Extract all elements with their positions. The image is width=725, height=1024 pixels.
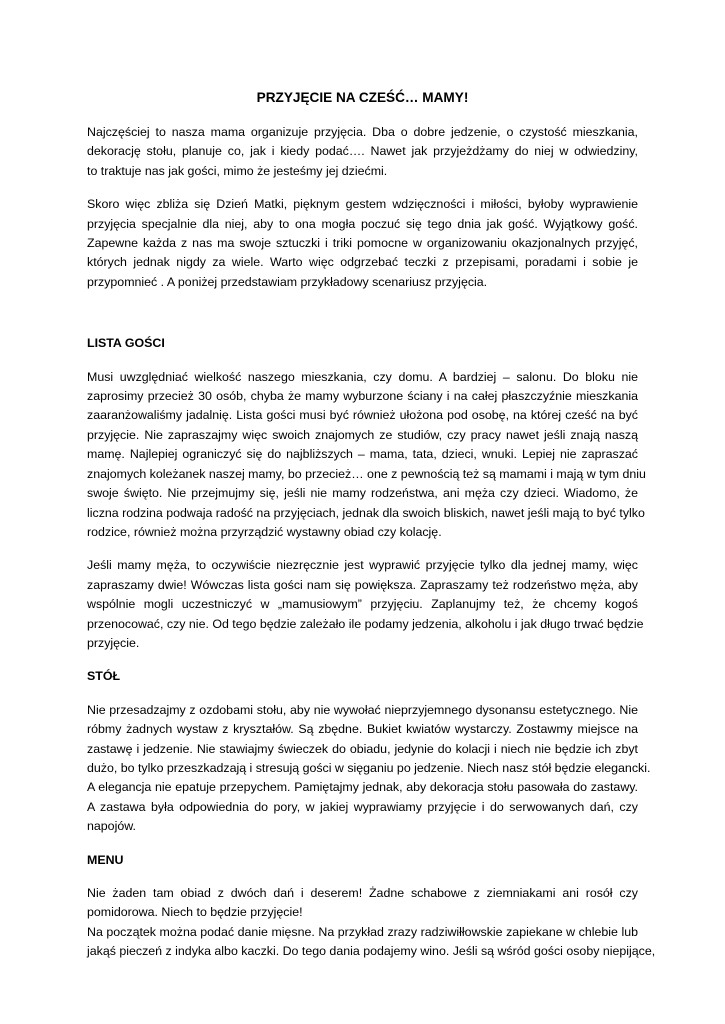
text-line: wspólnie mogli uczestniczyć w „mamusiowym” przyjęciu. Zaplanujmy też, że chcemy kogoś xyxy=(87,597,638,612)
text-line: zaprosimy przecież 30 osób, chyba że mamy wyburzone ściany i na całej płaszczyźnie mieszkania xyxy=(87,389,638,404)
document-content xyxy=(87,88,656,976)
text-line: zapraszamy dwie! Wówczas lista gości nam się powiększa. Zapraszamy też rodzeństwo męża, aby xyxy=(87,577,638,592)
blank-space xyxy=(87,306,638,334)
text-line: przypomnieć . A poniżej przedstawiam przykładowy scenariusz przyjęcia. xyxy=(87,274,488,289)
text-line: przyjęcie. xyxy=(87,635,140,650)
text-line: przenocować, czy nie. Od tego będzie zależało ile podamy jedzenia, alkoholu i jak długo trwać będzie xyxy=(87,616,644,631)
text-line: Zapewne każda z nas ma swoje sztuczki i triki pomocne w organizowaniu okazjonalnych przyjęć, xyxy=(87,236,638,251)
text-line: Jeśli mamy męża, to oczywiście niezręcznie jest wyprawić przyjęcie tylko dla jednej mamy, więc xyxy=(87,558,638,573)
text-line: których jednak nigdy za wiele. Warto więc odgrzebać teczki z przepisami, poradami i sobie je xyxy=(87,255,638,270)
text-line: napojów. xyxy=(87,819,136,834)
page-title: PRZYJĘCIE NA CZEŚĆ… MAMY! xyxy=(256,90,469,105)
text-line: liczna rodzina podwaja radość na przyjęciach, jednak dla swoich bliskich, nawet jeśli mają to być tylko xyxy=(87,505,645,520)
text-line: Na początek można podać danie mięsne. Na przykład zrazy radziwiłłowskie zapiekane w chlebie lub xyxy=(87,924,638,939)
menu-paragraph-1 xyxy=(87,884,656,962)
text-line: przyjęcia specjalnie dla niej, aby to ona mogła poczuć się tego dnia jak gość. Wyjątkowy gość. xyxy=(87,216,638,231)
text-line: swoje święto. Nie przejmujmy się, jeśli nie mamy rodzeństwa, ani męża czy dzieci. Wiadomo, że xyxy=(87,486,638,501)
text-line: znajomych koleżanek naszej mamy, bo przecież… one z pewnością też są mamami i mają w tym dniu xyxy=(87,466,646,481)
text-line: jakąś pieczeń z indyka albo kaczki. Do tego dania podajemy wino. Jeśli są wśród gości osoby niepijące, xyxy=(87,944,656,959)
section-heading-guest-list: LISTA GOŚCI xyxy=(87,336,165,351)
text-line: zastawę i jedzenie. Nie stawiajmy świeczek do obiadu, jedynie do kolacji i niech nie będzie ich zbyt xyxy=(87,741,638,756)
text-line: przyjęcie. Nie zapraszajmy więc swoich znajomych ze studiów, czy pracy nawet jeśli znają naszą xyxy=(87,427,638,442)
text-line: róbmy żadnych wystaw z kryształów. Są zbędne. Bukiet kwiatów wystarczy. Zostawmy miejsce na xyxy=(87,722,638,737)
text-line: rodzice, również można przyrządzić wystawny obiad czy kolację. xyxy=(87,524,442,539)
section-heading-table: STÓŁ xyxy=(87,669,121,684)
text-line: A elegancja nie epatuje przepychem. Pamiętajmy jednak, aby dekoracja stołu pasowała do zastawy. xyxy=(87,780,638,795)
text-line: zaaranżowaliśmy jadalnię. Lista gości musi być również ułożona pod osobę, na której cześć na być xyxy=(87,408,638,423)
text-line: Nie żaden tam obiad z dwóch dań i deserem! Żadne schabowe z ziemniakami ani rosół czy xyxy=(87,886,638,900)
text-line: dużo, bo tylko przeszkadzają i stresują gości w sięganiu po jedzenie. Niech nasz stół będzie elegancki. xyxy=(87,760,651,775)
text-line: Nie przesadzajmy z ozdobami stołu, aby nie wywołać nieprzyjemnego dysonansu estetycznego. Nie xyxy=(87,702,638,717)
text-line: mamę. Najlepiej ograniczyć się do najbliższych – mama, tata, dzieci, wnuki. Lepiej nie zapraszać xyxy=(87,447,638,462)
intro-paragraph-2 xyxy=(87,195,638,292)
text-line: pomidorowa. Niech to będzie przyjęcie! xyxy=(87,905,303,920)
guest-list-paragraph-2 xyxy=(87,556,644,653)
text-line: to traktuje nas jak gości, mimo że jesteśmy jej dziećmi. xyxy=(87,163,388,178)
table-paragraph-1 xyxy=(87,701,651,837)
text-line: A zastawa była odpowiednia do pory, w jakiej wyprawiamy przyjęcie i do serwowanych dań, czy xyxy=(87,799,638,814)
intro-paragraph-1 xyxy=(87,123,638,181)
guest-list-paragraph-1 xyxy=(87,368,646,543)
section-heading-menu: MENU xyxy=(87,852,124,867)
text-line: Najczęściej to nasza mama organizuje przyjęcia. Dba o dobre jedzenie, o czystość mieszkania, xyxy=(87,125,638,139)
text-line: dekorację stołu, planuje co, jak i kiedy podać…. Nawet jak przyjeżdżamy do niej w odwiedziny, xyxy=(87,144,638,159)
text-line: Musi uwzględniać wielkość naszego mieszkania, czy domu. A bardziej – salonu. Do bloku nie xyxy=(87,369,638,384)
text-line: Skoro więc zbliża się Dzień Matki, pięknym gestem wdzięczności i miłości, byłoby wyprawienie xyxy=(87,197,638,212)
